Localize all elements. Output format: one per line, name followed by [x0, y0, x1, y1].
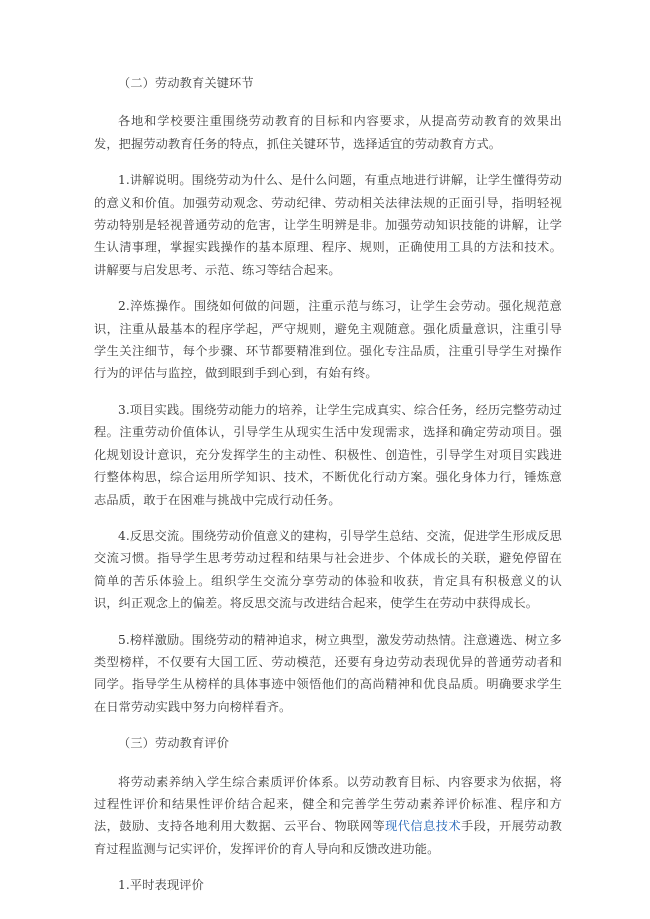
section-heading-evaluation: （三）劳动教育评价: [118, 736, 230, 751]
modern-it-link[interactable]: 现代信息技术: [385, 819, 462, 834]
item-reflection-exchange-paragraph: 4.反思交流。围绕劳动价值意义的建构，引导学生总结、交流，促进学生形成反思交流习惯。指导学生思考劳动过程和结果与社会进步、个体成长的关联，避免停留在简单的苦乐体验上。组织学生交流分享劳动的体验和收获，肯定具有积极意义的认识，纠正观念上的偏差。将反思交流与改进结合起来，使学生在劳动中获得成长。: [94, 528, 562, 611]
section-heading-key-links: （二）劳动教育关键环节: [118, 76, 254, 90]
document-body: [94, 72, 562, 911]
subheading-daily-performance: 1.平时表现评价: [118, 878, 204, 893]
item-explanation-paragraph: 1.讲解说明。围绕劳动为什么、是什么问题，有重点地进行讲解，让学生懂得劳动的意义和价值。加强劳动观念、劳动纪律、劳动相关法律法规的正面引导，指明轻视劳动特别是轻视普通劳动的危害，让学生明辨是非。加强劳动知识技能的讲解，让学生认清事理，掌握实践操作的基本原理、程序、规则，正确使用工具的方法和技术。讲解要与启发思考、示范、练习等结合起来。: [94, 173, 562, 277]
item-project-practice-paragraph: 3.项目实践。围绕劳动能力的培养，让学生完成真实、综合任务，经历完整劳动过程。注重劳动价值体认，引导学生从现实生活中发现需求，选择和确定劳动项目。强化规划设计意识，充分发挥学生的主动性、积极性、创造性，引导学生对项目实践进行整体构思，综合运用所学知识、技术，不断优化行动方案。强化身体力行，锤炼意志品质，敢于在困难与挑战中完成行动任务。: [94, 402, 562, 507]
evaluation-intro-text-before: 将劳动素养纳入学生综合素质评价体系。以劳动教育目标、内容要求为依据，将过程性评价和结果性评价结合起来，健全和完善学生劳动素养评价标准、程序和方法，鼓励、支持各地利用大数据、云平台、物联网等: [94, 774, 562, 834]
evaluation-intro-paragraph: [94, 771, 562, 861]
item-practice-operation-paragraph: 2.淬炼操作。围绕如何做的问题，注重示范与练习，让学生会劳动。强化规范意识，注重从最基本的程序学起，严守规则，避免主观随意。强化质量意识，注重引导学生关注细节，每个步骤、环节都要精准到位。强化专注品质，注重引导学生对操作行为的评估与监控，做到眼到手到心到，有始有终。: [94, 299, 562, 381]
section-intro-paragraph: 各地和学校要注重围绕劳动教育的目标和内容要求，从提高劳动教育的效果出发，把握劳动教育任务的特点，抓住关键环节，选择适宜的劳动教育方式。: [94, 114, 562, 151]
evaluation-intro-text-after: 手段，开展劳动教育过程监测与记实评价，发挥评价的育人导向和反馈改进功能。: [94, 819, 562, 856]
item-role-model-paragraph: 5.榜样激励。围绕劳动的精神追求，树立典型，激发劳动热情。注意遴选、树立多类型榜样，不仅要有大国工匠、劳动模范，还要有身边劳动表现优异的普通劳动者和同学。指导学生从榜样的具体事迹中领悟他们的高尚精神和优良品质。明确要求学生在日常劳动实践中努力向榜样看齐。: [94, 632, 562, 714]
